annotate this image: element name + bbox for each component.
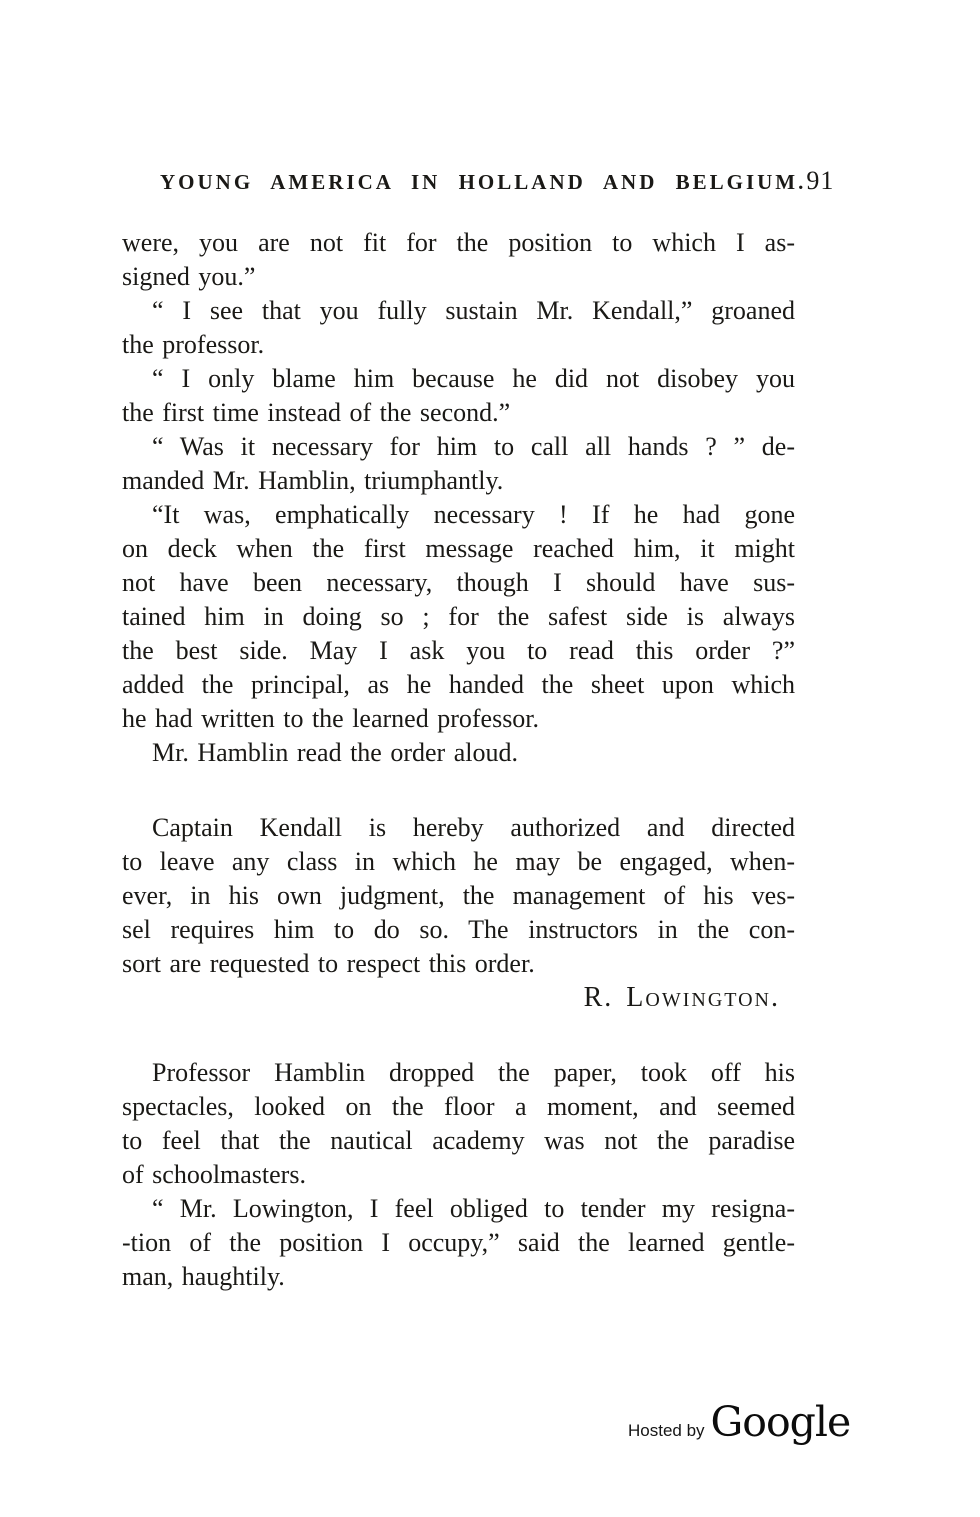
text-line: “ I only blame him because he did not disobey you xyxy=(152,364,795,393)
text-line: Professor Hamblin dropped the paper, took off his xyxy=(152,1058,795,1087)
text-line: the best side. May I ask you to read this order ?” xyxy=(122,636,795,665)
text-line: “It was, emphatically necessary ! If he had gone xyxy=(152,500,795,529)
page-number: 91 xyxy=(806,166,835,195)
text-line: ever, in his own judgment, the management of his ves- xyxy=(122,881,795,910)
text-line: “ Was it necessary for him to call all hands ? ” de- xyxy=(152,432,795,461)
text-line: “ Mr. Lowington, I feel obliged to tender my resigna- xyxy=(152,1194,795,1223)
text-line: he had written to the learned professor. xyxy=(122,704,540,733)
text-line: Captain Kendall is hereby authorized and directed xyxy=(152,813,795,842)
running-header xyxy=(160,166,835,196)
google-logo: Google xyxy=(710,1398,851,1446)
text-line: sel requires him to do so. The instructors in the con- xyxy=(122,915,795,944)
text-line: were, you are not fit for the position to which I as- xyxy=(122,228,795,257)
text-line: spectacles, looked on the floor a moment, and seemed xyxy=(122,1092,795,1121)
paragraph xyxy=(122,736,795,770)
paragraph xyxy=(122,226,795,294)
paragraph xyxy=(122,430,795,498)
text-line: Mr. Hamblin read the order aloud. xyxy=(152,738,518,767)
text-line: to leave any class in which he may be engaged, when- xyxy=(122,847,795,876)
text-line: the first time instead of the second.” xyxy=(122,398,511,427)
text-line: sort are requested to respect this order. xyxy=(122,949,535,978)
paragraph xyxy=(122,1056,795,1192)
order-signature xyxy=(122,981,795,1015)
text-line: signed you.” xyxy=(122,262,256,291)
paragraph xyxy=(122,362,795,430)
text-line: on deck when the first message reached him, it might xyxy=(122,534,795,563)
text-block xyxy=(122,226,795,1294)
running-header-title: YOUNG AMERICA IN HOLLAND AND BELGIUM. xyxy=(160,170,807,194)
text-line: of schoolmasters. xyxy=(122,1160,306,1189)
text-line: added the principal, as he handed the sheet upon which xyxy=(122,670,795,699)
footer xyxy=(628,1398,850,1446)
paragraph xyxy=(122,1192,795,1294)
paragraph xyxy=(122,294,795,362)
text-line: tained him in doing so ; for the safest side is always xyxy=(122,602,795,631)
text-line: man, haughtily. xyxy=(122,1262,285,1291)
text-line: R. Lowington. xyxy=(583,982,780,1013)
text-line: manded Mr. Hamblin, triumphantly. xyxy=(122,466,504,495)
text-line: the professor. xyxy=(122,330,265,359)
hosted-by-label: Hosted by xyxy=(628,1421,705,1440)
paragraph xyxy=(122,811,795,981)
text-line: -tion of the position I occupy,” said the learned gentle- xyxy=(122,1228,795,1257)
paragraph xyxy=(122,498,795,736)
text-line: “ I see that you fully sustain Mr. Kendall,” groaned xyxy=(152,296,795,325)
text-line: to feel that the nautical academy was not the paradise xyxy=(122,1126,795,1155)
text-line: not have been necessary, though I should have sus- xyxy=(122,568,795,597)
